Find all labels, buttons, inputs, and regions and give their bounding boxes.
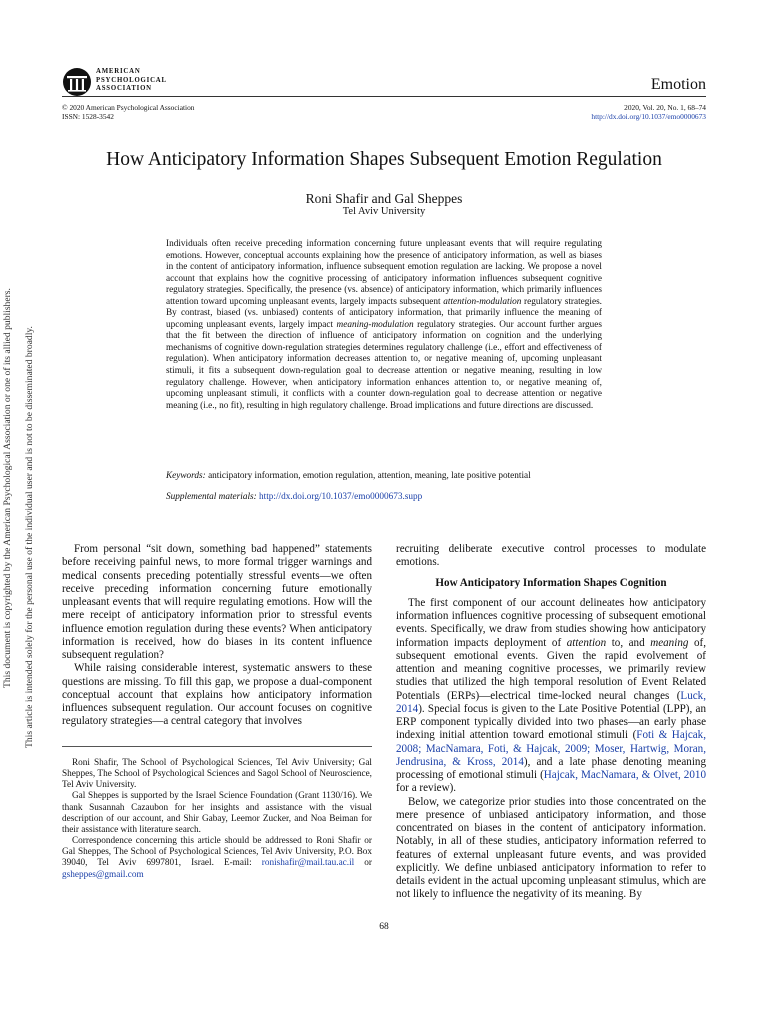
apa-logo [62, 67, 92, 97]
citation-link[interactable]: Hajcak, MacNamara, & Olvet, 2010 [543, 769, 706, 781]
paragraph: recruiting deliberate executive control processes to modulate emotions. [396, 543, 706, 569]
author-affiliation: Tel Aviv University [342, 206, 426, 217]
citation-info: 2020, Vol. 20, No. 1, 68–74 http://dx.doi.org/10.1037/emo0000673 [591, 103, 706, 121]
left-column [62, 543, 372, 729]
citation-link[interactable]: Luck, 2014 [396, 689, 706, 715]
citation-link[interactable]: Foti & Hajcak, 2008; MacNamara, Foti, & Hajcak, 2009; Moser, Hartwig, Moran, Jendrusina, & Kross, 2014 [396, 729, 706, 768]
usage-side-note: This article is intended solely for the personal use of the individual user and is not to be disseminated broadly. [24, 326, 35, 748]
publisher-name: AMERICAN PSYCHOLOGICAL ASSOCIATION [96, 68, 167, 93]
paragraph: From personal “sit down, something bad happened” statements before receiving painful news, to more formal trigger warnings and medical consents preceding potentially stressful events—we often receive preceding information concerning future emotionally unpleasant events that will require regulating emotions. How will the mere receipt of anticipatory information prior to stressful events influence emotion regulation during these events? When anticipatory information is received, how do biases in its content influence subsequent regulation? [62, 543, 372, 661]
supplemental-link[interactable]: http://dx.doi.org/10.1037/emo0000673.supp [259, 492, 423, 502]
journal-name: Emotion [650, 76, 706, 93]
paragraph: The first component of our account delineates how anticipatory information influences cognitive processing of subsequent emotional events. Specifically, we draw from studies showing how anticipatory information impacts deployment of attention to, and meaning of, subsequent emotional events. Given the rapid evolvement of attention and meaning cognitive processes, we primarily review studies that utilized the high temporal resolution of Event Related Potentials (ERPs)—electrical time-locked neural changes (Luck, 2014). Special focus is given to the Late Positive Potential (LPP), an ERP component typically divided into two phases—an early phase indexing initial attention toward emotional stimuli (Foti & Hajcak, 2008; MacNamara, Foti, & Hajcak, 2009; Moser, Hartwig, Moran, Jendrusina, & Kross, 2014), and a late phase denoting meaning processing of emotional stimuli (Hajcak, MacNamara, & Olvet, 2010 for a review). [396, 596, 706, 795]
copyright-side-note: This document is copyrighted by the American Psychological Association or one of its allied publishers. [2, 288, 13, 688]
abstract: Individuals often receive preceding information concerning future unpleasant events that will require regulating emotions. However, conceptual accounts explaining how the presence of anticipatory information, as well as biases in the content of anticipatory information, influence subsequent emotion regulation are lacking. We propose a novel account that explains how the cognitive processing of anticipatory information influences subsequent cognitive regulatory strategies. Specifically, the presence (vs. absence) of anticipatory information, which primarily influences attention toward upcoming unpleasant events, largely impacts subsequent attention-modulation regulatory strategies. By contrast, biased (vs. unbiased) contents of anticipatory information, that primarily influence the meaning of upcoming unpleasant events, largely impact meaning-modulation regulatory strategies. Our account further argues that the fit between the direction of influence of anticipatory information on cognition and the underlying mechanisms of cognitive down-regulation strategies determines regulatory challenge (i.e., effort and effectiveness of regulation). When anticipatory information decreases attention to, or negative meaning of, upcoming unpleasant stimuli, it fits a subsequent down-regulation goal to decrease attention or negative meaning, resulting in low regulatory challenge. However, when anticipatory information enhances attention to, or negative meaning of, upcoming unpleasant stimuli, it conflicts with a counter down-regulation goal to decrease attention or negative meaning (i.e., no fit), resulting in high regulatory challenge. Broad implications and future directions are discussed. [166, 239, 602, 411]
copyright-info: © 2020 American Psychological Association ISSN: 1528-3542 [62, 103, 195, 121]
supplemental-materials: Supplemental materials: http://dx.doi.org/10.1037/emo0000673.supp [166, 492, 423, 502]
paragraph: While raising considerable interest, systematic answers to these questions are missing. To fill this gap, we propose a dual-component conceptual account that explains how anticipatory information influences subsequent regulation. Our account focuses on cognitive regulatory strategies—a central category that involves [62, 662, 372, 728]
article-title: How Anticipatory Information Shapes Subsequent Emotion Regulation [106, 149, 662, 170]
footnote-rule [62, 746, 372, 747]
author-note: Roni Shafir, The School of Psychological Sciences, Tel Aviv University; Gal Sheppes, The School of Psychological Sciences and Sagol School of Neuroscience, Tel Aviv University. Gal Sheppes is supported by the Israel Science Foundation (Grant 1130/16). We thank Susannah Cazaubon for her insights and assistance with the visual description of our account, and Shir Gabay, Leemor Zucker, and Noa Beiman for their assistance with literature search. Correspondence concerning this article should be addressed to Roni Shafir or Gal Sheppes, The School of Psychological Sciences, Tel Aviv University, P.O. Box 39040, Tel Aviv 6997801, Israel. E-mail: ronishafir@mail.tau.ac.il or gsheppes@gmail.com [62, 758, 372, 880]
right-column [396, 543, 706, 902]
doi-link[interactable]: http://dx.doi.org/10.1037/emo0000673 [591, 111, 706, 121]
article-authors: Roni Shafir and Gal Sheppes [305, 191, 463, 206]
section-heading: How Anticipatory Information Shapes Cognition [435, 576, 667, 589]
paragraph: Below, we categorize prior studies into those concentrated on the mere presence of unbiased anticipatory information, and those concentrated on biases in the content of anticipatory information. Notably, in all of these studies, anticipatory information referred to features of external unpleasant future events, and was provided explicitly. We define unbiased anticipatory information to refer to details evident in the actual upcoming unpleasant stimulus, which are not likely to influence the negativity of its meaning. By [396, 795, 706, 901]
email-link[interactable]: ronishafir@mail.tau.ac.il [261, 858, 355, 869]
email-link[interactable]: gsheppes@gmail.com [62, 869, 144, 880]
keywords: Keywords: anticipatory information, emotion regulation, attention, meaning, late positive potential [166, 471, 531, 481]
page-number: 68 [379, 922, 389, 932]
header-rule [62, 96, 706, 97]
